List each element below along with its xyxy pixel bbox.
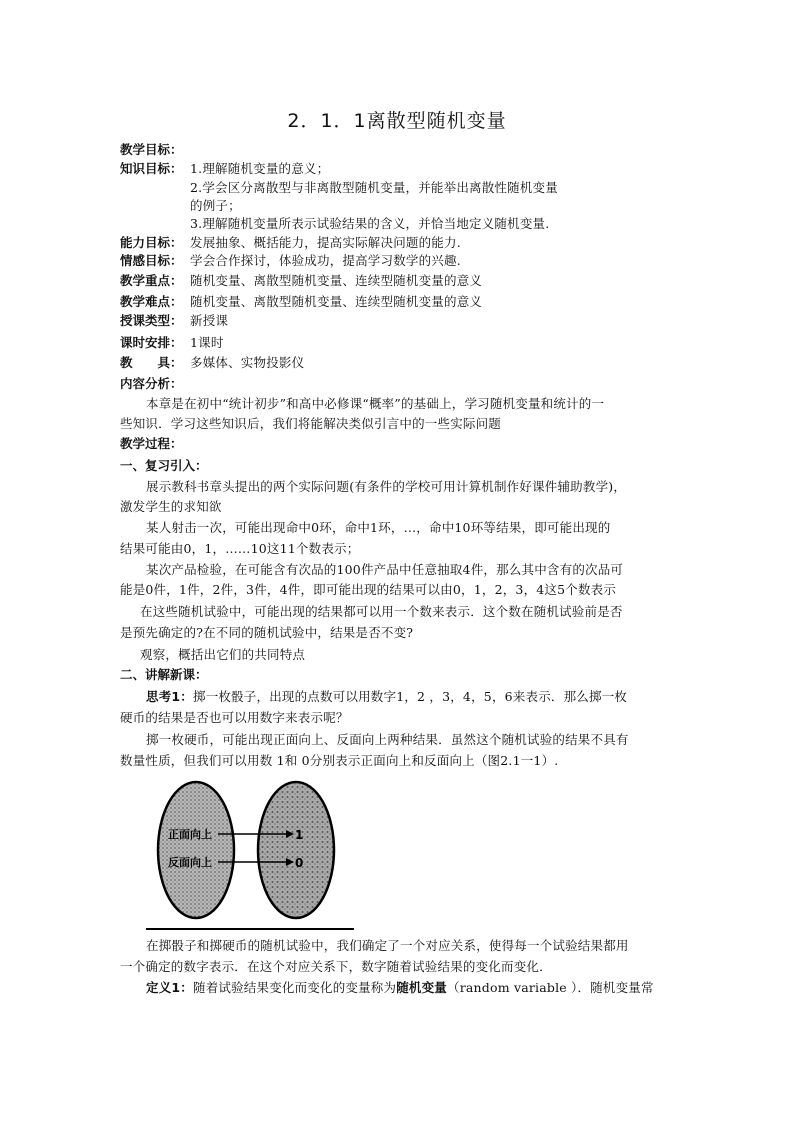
after-figure-line: 一个确定的数字表示．在这个对应关系下，数字随着试验结果的变化而变化． bbox=[120, 959, 552, 974]
right-value-top: 1 bbox=[295, 828, 304, 842]
definition-line bbox=[146, 978, 654, 997]
review-line: 某人射击一次，可能出现命中0环，命中1环，…，命中10环等结果，即可能出现的 bbox=[146, 520, 611, 535]
knowledge-item: 2.学会区分离散型与非离散型随机变量，并能举出离散性随机变量 bbox=[190, 180, 558, 195]
mapping-figure bbox=[146, 775, 356, 929]
content-analysis-line: 些知识．学习这些知识后，我们将能解决类似引言中的一些实际问题 bbox=[120, 416, 502, 431]
knowledge-label: 知识目标： bbox=[120, 161, 183, 176]
think-line bbox=[146, 687, 627, 706]
figure-underline bbox=[146, 928, 354, 930]
review-line: 是预先确定的?在不同的随机试验中，结果是否不变? bbox=[120, 625, 414, 640]
definition-text-a: 随着试验结果变化而变化的变量称为 bbox=[193, 980, 397, 995]
process-header: 教学过程： bbox=[120, 436, 183, 451]
ability-text: 发展抽象、概括能力，提高实际解决问题的能力. bbox=[190, 235, 461, 250]
emotion-text: 学会合作探讨，体验成功，提高学习数学的兴趣. bbox=[190, 253, 461, 268]
review-line: 观察，概括出它们的共同特点 bbox=[140, 647, 306, 662]
right-value-bottom: 0 bbox=[295, 856, 304, 870]
ability-label: 能力目标： bbox=[120, 235, 183, 250]
knowledge-item: 1.理解随机变量的意义； bbox=[190, 161, 330, 176]
review-line: 能是0件，1件，2件，3件，4件，即可能出现的结果可以由0，1，2，3，4这5个数表示 bbox=[120, 582, 617, 597]
lesson-type-label: 授课类型： bbox=[120, 313, 183, 328]
left-label-bottom: 反面向上 bbox=[168, 856, 212, 869]
lesson-type-text: 新授课 bbox=[190, 313, 229, 328]
tools-text: 多媒体、实物投影仪 bbox=[190, 355, 305, 370]
hours-label: 课时安排： bbox=[120, 335, 183, 350]
definition-label: 定义1： bbox=[146, 980, 193, 995]
content-analysis-line: 本章是在初中“统计初步”和高中必修课“概率”的基础上，学习随机变量和统计的一 bbox=[146, 396, 605, 411]
new-lesson-label: 二、讲解新课： bbox=[120, 667, 208, 682]
definition-text-b: （random variable ）．随机变量常 bbox=[447, 980, 654, 995]
left-ellipse bbox=[158, 782, 234, 918]
knowledge-item: 的例子； bbox=[190, 198, 241, 213]
think-label: 思考1： bbox=[146, 689, 193, 704]
review-label: 一、复习引入： bbox=[120, 458, 208, 473]
content-analysis-label: 内容分析： bbox=[120, 376, 183, 391]
difficulty-text: 随机变量、离散型随机变量、连续型随机变量的意义 bbox=[190, 294, 483, 309]
review-line: 结果可能由0，1，……10这11个数表示； bbox=[120, 541, 360, 556]
page-title: 2．1．1离散型随机变量 bbox=[287, 110, 507, 132]
goals-header: 教学目标： bbox=[120, 142, 183, 157]
think-line: 硬币的结果是否也可以用数字来表示呢？ bbox=[120, 710, 349, 725]
definition-term: 随机变量 bbox=[396, 980, 448, 995]
knowledge-item: 3.理解随机变量所表示试验结果的含义，并恰当地定义随机变量. bbox=[190, 216, 550, 231]
emotion-label: 情感目标： bbox=[120, 253, 183, 268]
review-line: 激发学生的求知欲 bbox=[120, 499, 222, 514]
after-figure-line: 在掷骰子和掷硬币的随机试验中，我们确定了一个对应关系，使得每一个试验结果都用 bbox=[146, 938, 629, 953]
coin-line: 数量性质，但我们可以用数 1和 0分别表示正面向上和反面向上（图2.1一1）. bbox=[120, 753, 559, 768]
review-line: 某次产品检验，在可能含有次品的100件产品中任意抽取4件，那么其中含有的次品可 bbox=[146, 562, 624, 577]
key-point-label: 教学重点： bbox=[120, 273, 183, 288]
left-label-top: 正面向上 bbox=[168, 828, 212, 841]
right-ellipse bbox=[258, 782, 334, 918]
difficulty-label: 教学难点： bbox=[120, 294, 183, 309]
tools-label: 教 具： bbox=[120, 355, 183, 370]
hours-text: 1课时 bbox=[190, 335, 224, 350]
review-line: 在这些随机试验中，可能出现的结果都可以用一个数来表示．这个数在随机试验前是否 bbox=[140, 604, 623, 619]
think-text: 掷一枚骰子，出现的点数可以用数字1，2 ，3，4，5，6来表示．那么掷一枚 bbox=[193, 689, 628, 704]
coin-line: 掷一枚硬币，可能出现正面向上、反面向上两种结果．虽然这个随机试验的结果不具有 bbox=[146, 732, 629, 747]
key-point-text: 随机变量、离散型随机变量、连续型随机变量的意义 bbox=[190, 273, 483, 288]
review-line: 展示教科书章头提出的两个实际问题(有条件的学校可用计算机制作好课件辅助教学)， bbox=[146, 479, 627, 494]
